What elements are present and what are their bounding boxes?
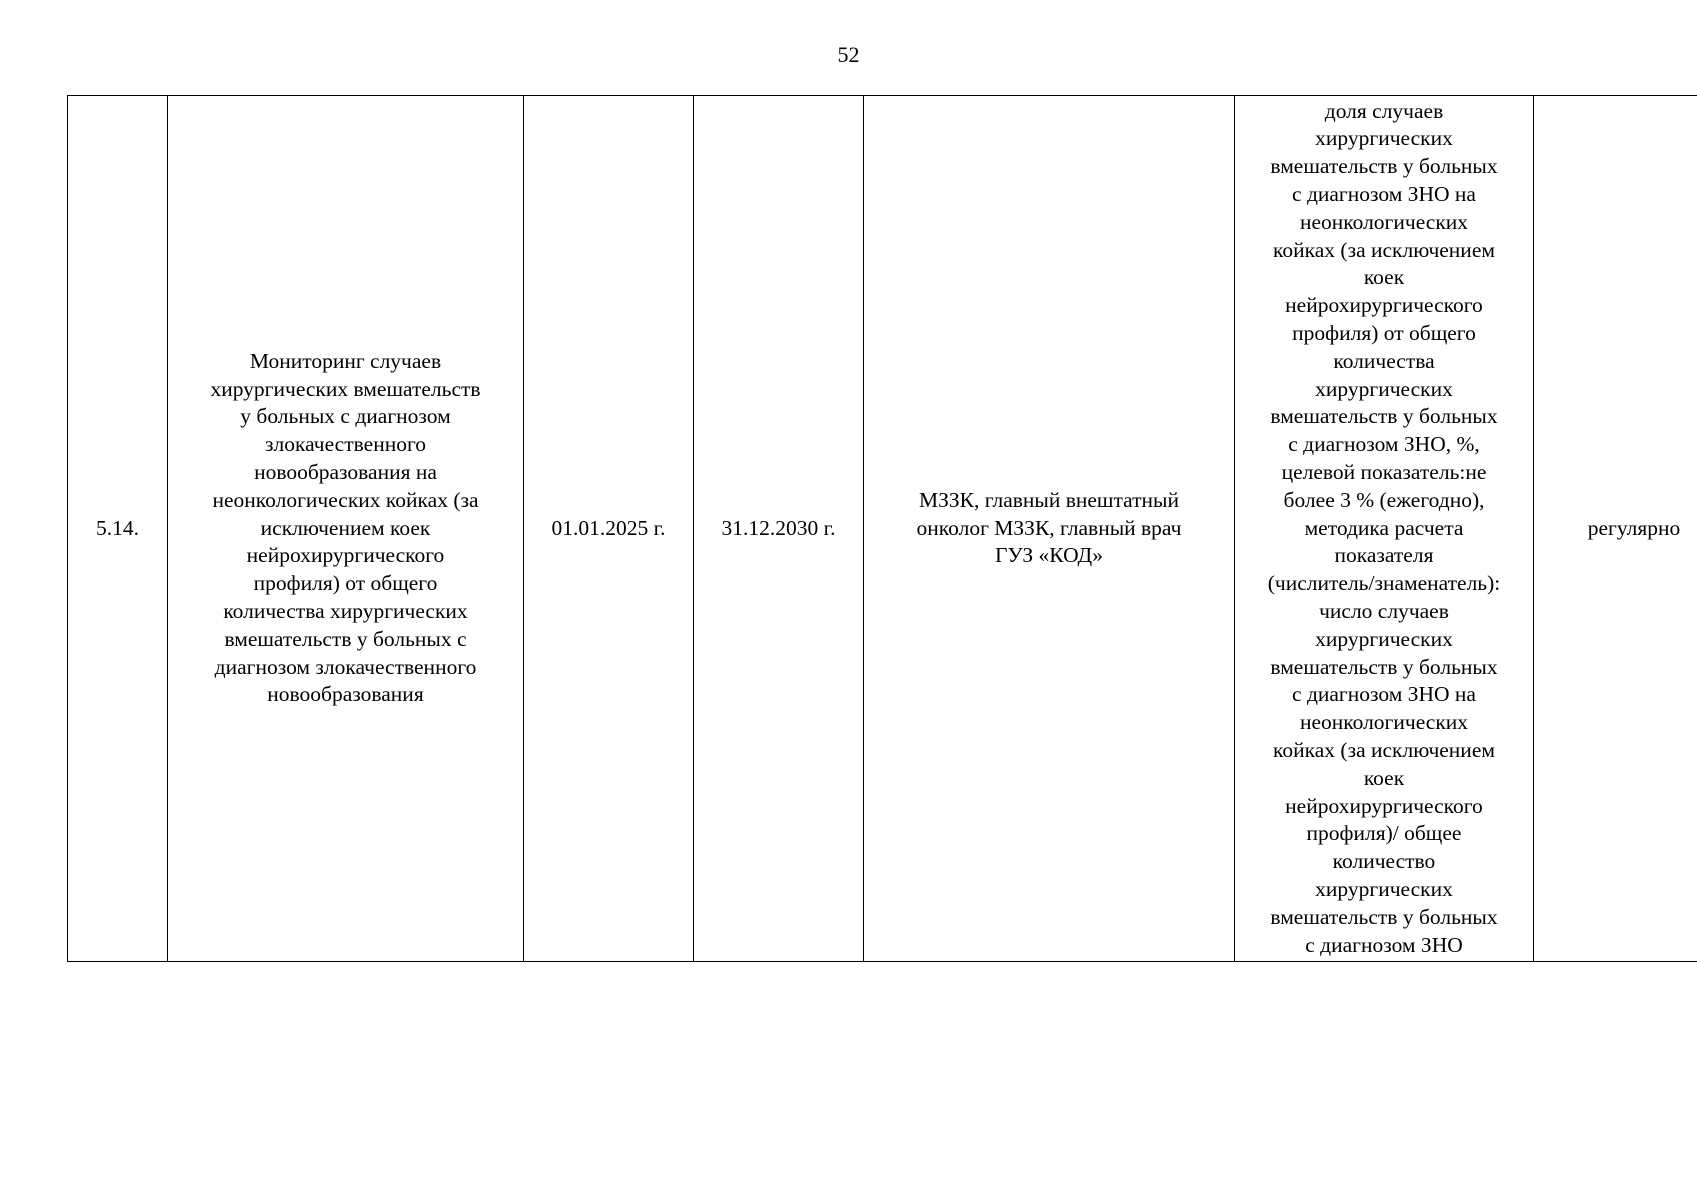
- row-number-cell: 5.14.: [68, 96, 168, 962]
- indicator-cell: доля случаев хирургических вмешательств у больных с диагнозом ЗНО на неонкологических койках (за исключением коек нейрохирургического профиля) от общего количества хирургических вмешательств у больных с диагнозом ЗНО, %, целевой показатель:не более 3 % (ежегодно), методика расчета показателя (числитель/знаменатель): число случаев хирургических вмешательств у больных с диагнозом ЗНО на неонкологических койках (за исключением коек нейрохирургического профиля)/ общее количество хирургических вмешательств у больных с диагнозом ЗНО: [1235, 96, 1534, 962]
- start-date-cell: 01.01.2025 г.: [524, 96, 694, 962]
- table-row: [68, 96, 1697, 962]
- action-plan-table: [67, 95, 1697, 962]
- end-date-cell: 31.12.2030 г.: [694, 96, 864, 962]
- responsible-cell: МЗЗК, главный внештатный онколог МЗЗК, главный врач ГУЗ «КОД»: [864, 96, 1235, 962]
- page-number: 52: [837, 42, 860, 67]
- event-description-cell: Мониторинг случаев хирургических вмешательств у больных с диагнозом злокачественного новообразования на неонкологических койках (за исключением коек нейрохирургического профиля) от общего количества хирургических вмешательств у больных с диагнозом злокачественного новообразования: [168, 96, 524, 962]
- frequency-cell: регулярно: [1534, 96, 1697, 962]
